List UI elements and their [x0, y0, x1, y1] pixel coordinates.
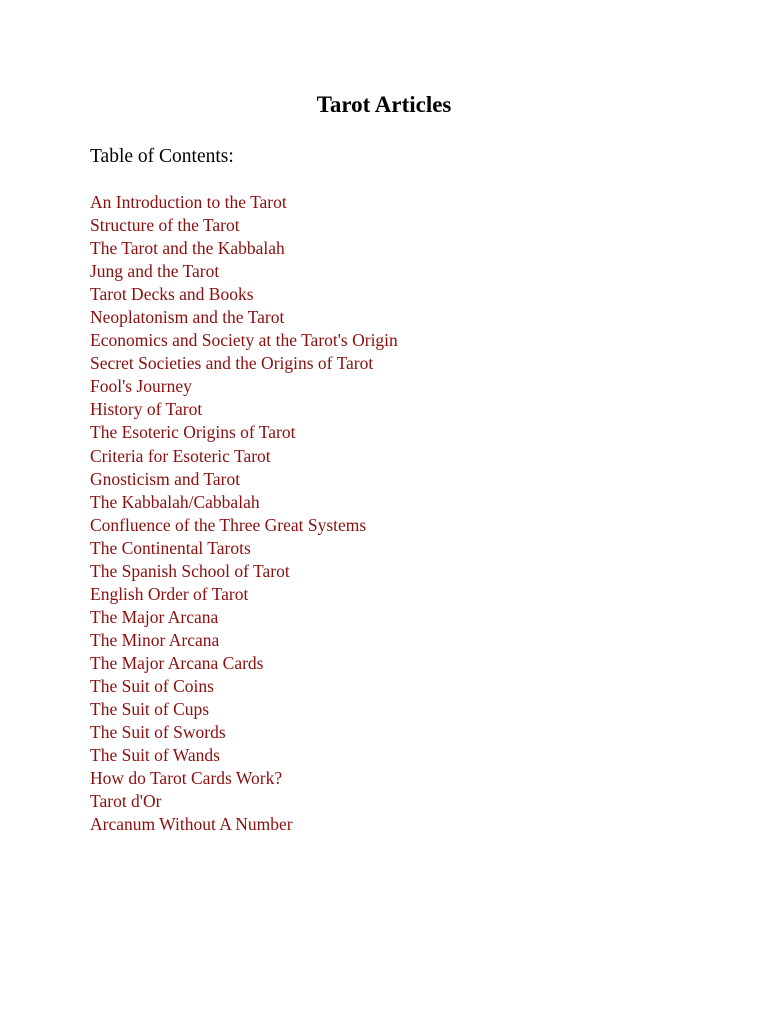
toc-link[interactable]: The Tarot and the Kabbalah [90, 238, 285, 259]
document-title: Tarot Articles [316, 92, 452, 117]
toc-item [90, 375, 398, 398]
toc-link[interactable]: Economics and Society at the Tarot's Origin [90, 330, 398, 351]
toc-item [90, 214, 398, 237]
toc-link[interactable]: How do Tarot Cards Work? [90, 768, 283, 789]
toc-item [90, 629, 398, 652]
toc-list [90, 191, 398, 836]
toc-item [90, 813, 398, 836]
toc-link[interactable]: Gnosticism and Tarot [90, 468, 241, 489]
toc-link[interactable]: The Suit of Coins [90, 675, 214, 696]
toc-link[interactable]: Confluence of the Three Great Systems [90, 514, 367, 535]
toc-item [90, 306, 398, 329]
toc-link[interactable]: Secret Societies and the Origins of Tarot [90, 353, 374, 374]
toc-link[interactable]: An Introduction to the Tarot [90, 192, 287, 212]
toc-item [90, 721, 398, 744]
toc-link[interactable]: Tarot d'Or [90, 791, 162, 812]
toc-link[interactable]: The Major Arcana Cards [90, 652, 264, 673]
toc-link[interactable]: English Order of Tarot [90, 583, 249, 604]
toc-item [90, 421, 398, 444]
toc-item [90, 537, 398, 560]
toc-link[interactable]: Criteria for Esoteric Tarot [90, 445, 271, 466]
toc-item [90, 767, 398, 790]
toc-link[interactable]: History of Tarot [90, 399, 203, 420]
toc-link[interactable]: The Suit of Wands [90, 745, 220, 766]
toc-link[interactable]: The Spanish School of Tarot [90, 560, 290, 581]
toc-heading: Table of Contents: [90, 146, 234, 167]
toc-item [90, 260, 398, 283]
toc-link[interactable]: The Minor Arcana [90, 629, 220, 650]
toc-item [90, 560, 398, 583]
toc-item [90, 445, 398, 468]
toc-item [90, 514, 398, 537]
toc-item [90, 491, 398, 514]
toc-link[interactable]: The Esoteric Origins of Tarot [90, 422, 296, 443]
toc-item [90, 675, 398, 698]
toc-link[interactable]: The Kabbalah/Cabbalah [90, 491, 260, 512]
toc-item [90, 606, 398, 629]
toc-item [90, 652, 398, 675]
toc-item [90, 329, 398, 352]
toc-item [90, 744, 398, 767]
toc-item [90, 352, 398, 375]
toc-item [90, 283, 398, 306]
toc-link[interactable]: The Suit of Cups [90, 699, 210, 720]
toc-item [90, 790, 398, 813]
toc-item [90, 191, 398, 214]
toc-item [90, 698, 398, 721]
toc-link[interactable]: Structure of the Tarot [90, 215, 240, 236]
toc-link[interactable]: The Suit of Swords [90, 722, 226, 743]
toc-item [90, 237, 398, 260]
toc-link[interactable]: The Major Arcana [90, 606, 219, 627]
toc-link[interactable]: Neoplatonism and the Tarot [90, 307, 285, 328]
toc-link[interactable]: The Continental Tarots [90, 537, 251, 558]
toc-item [90, 583, 398, 606]
toc-item [90, 468, 398, 491]
toc-link[interactable]: Tarot Decks and Books [90, 284, 254, 305]
toc-link[interactable]: Fool's Journey [90, 376, 192, 397]
toc-item [90, 398, 398, 421]
toc-link[interactable]: Arcanum Without A Number [90, 814, 293, 835]
toc-link[interactable]: Jung and the Tarot [90, 261, 220, 282]
